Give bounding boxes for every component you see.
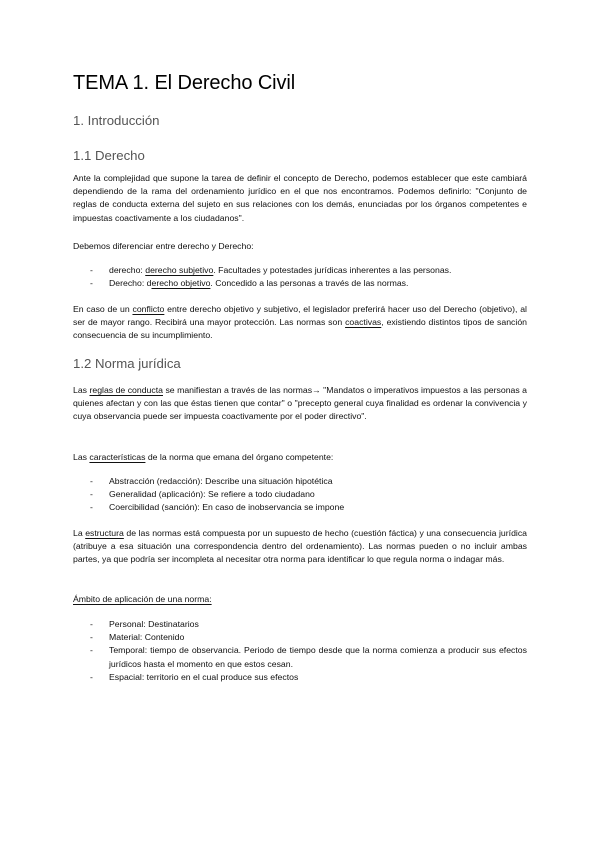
- list-item: - Temporal: tiempo de observancia. Periodo de tiempo desde que la norma comienza a producir sus efectos jurídicos hasta el momento en que estos cesan.: [73, 644, 527, 670]
- list-item: - Abstracción (redacción): Describe una situación hipotética: [73, 475, 527, 488]
- paragraph-caracteristicas: Las características de la norma que emana del órgano competente:: [73, 452, 334, 462]
- list-ambito-aplicacion: [73, 618, 527, 684]
- paragraph-diferenciar: Debemos diferenciar entre derecho y Derecho:: [73, 241, 254, 251]
- underlined-term: reglas de conducta: [89, 385, 163, 395]
- section-heading-norma-juridica: 1.2 Norma jurídica: [73, 356, 181, 371]
- list-derecho-tipos: [73, 264, 527, 290]
- paragraph-conflicto: En caso de un conflicto entre derecho objetivo y subjetivo, el legislador preferirá hacer uso del Derecho (objetivo), al ser de mayor rango. Recibirá una mayor protección. Las normas son coactivas, existiendo distintos tipos de sanción consecuencia de su incumplimiento.: [73, 304, 527, 341]
- list-item: - Material: Contenido: [73, 631, 527, 644]
- paragraph-reglas-conducta: Las reglas de conducta se manifiestan a través de las normas→ "Mandatos o imperativos impuestos a las personas a quienes afectan y con las que éstas tienen que contar" o "precepto general cuya finalidad es ordenar la convivencia y cuya observancia puede ser impuesta coactivamente por el poder directivo".: [73, 385, 527, 422]
- document-title: TEMA 1. El Derecho Civil: [73, 72, 296, 94]
- list-item: - Personal: Destinatarios: [73, 618, 527, 631]
- paragraph-estructura: La estructura de las normas está compuesta por un supuesto de hecho (cuestión fáctica) y una consecuencia jurídica (atribuye a esa situación una correspondencia dentro del ordenamiento). Las normas pueden o no incluir ambas partes, ya que podría ser incompleta al necesitar otra norma para identificar lo que regula norma o indagar más.: [73, 528, 528, 565]
- section-heading-introduccion: 1. Introducción: [73, 113, 160, 128]
- underlined-term: características: [89, 452, 146, 462]
- underlined-term: erecho objetivo: [151, 278, 211, 289]
- list-item: - Derecho: derecho objetivo. Concedido a las personas a través de las normas.: [73, 277, 527, 290]
- list-item: - Coercibilidad (sanción): En caso de inobservancia se impone: [73, 501, 527, 514]
- list-item: - Espacial: territorio en el cual produce sus efectos: [73, 671, 527, 684]
- underlined-term: coactivas: [345, 317, 382, 328]
- paragraph-definicion-derecho: Ante la complejidad que supone la tarea de definir el concepto de Derecho, podemos establecer que este cambiará dependiendo de la rama del ordenamiento jurídico en el que nos encontramos. Podemos definirlo: "Conjunto de reglas de conducta externa del sujeto en sus relaciones con los demás, enunciadas por los órganos competentes e impuestas coactivamente a los ciudadanos".: [73, 173, 527, 223]
- underlined-term: derecho subjetivo: [145, 265, 214, 275]
- list-caracteristicas: [73, 475, 527, 515]
- paragraph-ambito-heading: [73, 593, 527, 606]
- section-heading-derecho: 1.1 Derecho: [73, 148, 145, 163]
- underlined-term: Ámbito de aplicación de una norma:: [73, 594, 212, 604]
- underlined-term: conflicto: [132, 304, 165, 314]
- underlined-term: estructura: [85, 528, 124, 538]
- list-item: - Generalidad (aplicación): Se refiere a todo ciudadano: [73, 488, 527, 501]
- list-item: - derecho: derecho subjetivo. Facultades y potestades jurídicas inherentes a las personas.: [73, 264, 527, 277]
